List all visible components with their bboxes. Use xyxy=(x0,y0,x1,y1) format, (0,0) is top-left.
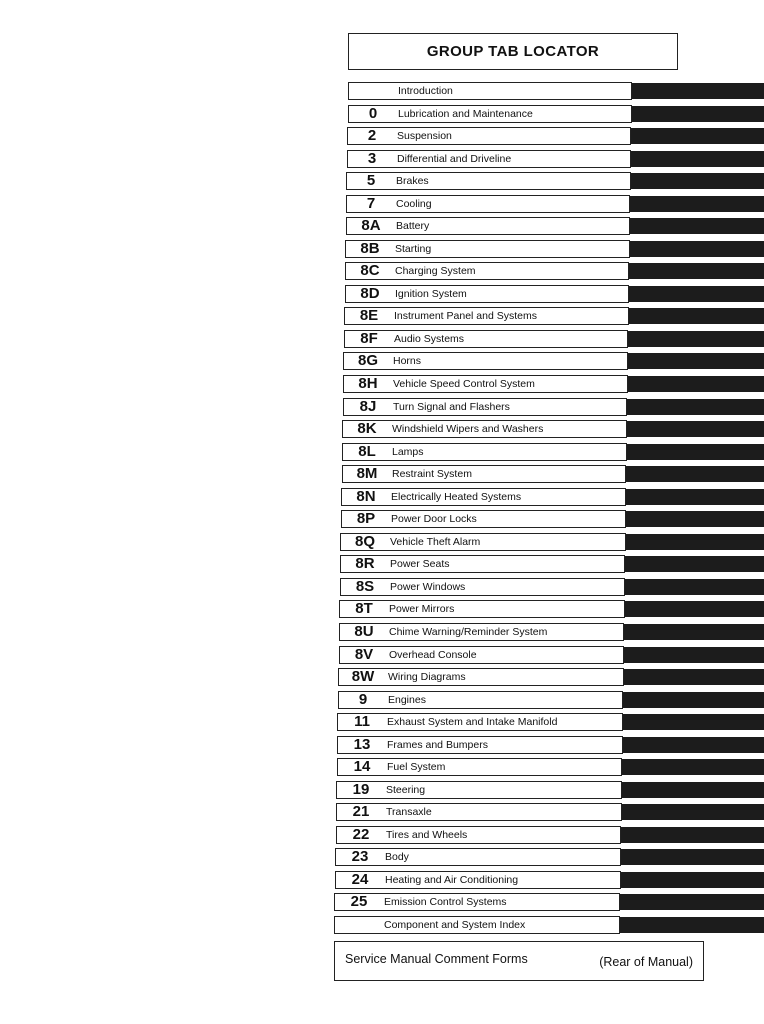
group-title: Suspension xyxy=(397,130,452,142)
group-title: Ignition System xyxy=(395,288,467,300)
tab-row xyxy=(342,443,764,461)
black-tab-marker xyxy=(627,399,764,415)
tab-row xyxy=(344,330,764,348)
tab-row xyxy=(343,398,764,416)
black-tab-marker xyxy=(629,286,764,302)
group-title: Tires and Wheels xyxy=(386,829,468,841)
group-number: 23 xyxy=(351,848,369,865)
tab-row xyxy=(342,465,764,483)
tab-row xyxy=(337,758,764,776)
black-tab-marker xyxy=(622,804,764,820)
group-number: 9 xyxy=(358,691,368,708)
group-title: Body xyxy=(385,851,409,863)
tab-row xyxy=(337,736,764,754)
group-title: Differential and Driveline xyxy=(397,153,512,165)
tab-row xyxy=(334,893,764,911)
black-tab-marker xyxy=(625,556,764,572)
group-number: 25 xyxy=(350,893,368,910)
group-number: 8C xyxy=(360,262,380,279)
black-tab-marker xyxy=(626,511,764,527)
tab-row xyxy=(346,172,764,190)
group-title: Turn Signal and Flashers xyxy=(393,401,510,413)
black-tab-marker xyxy=(626,534,764,550)
group-title: Vehicle Theft Alarm xyxy=(390,536,481,548)
group-number: 2 xyxy=(367,127,377,144)
tab-row xyxy=(339,600,764,618)
group-number: 11 xyxy=(354,713,370,730)
black-tab-marker xyxy=(630,196,764,212)
black-tab-marker xyxy=(620,917,764,933)
black-tab-marker xyxy=(622,782,764,798)
group-number: 8V xyxy=(354,646,374,663)
black-tab-marker xyxy=(623,737,764,753)
group-number: 8G xyxy=(357,352,378,369)
black-tab-marker xyxy=(626,466,764,482)
group-title: Horns xyxy=(393,355,422,367)
black-tab-marker xyxy=(623,692,764,708)
black-tab-marker xyxy=(621,827,764,843)
tab-row xyxy=(345,285,764,303)
group-title: Exhaust System and Intake Manifold xyxy=(387,716,558,728)
group-number: 7 xyxy=(366,195,376,212)
group-title: Chime Warning/Reminder System xyxy=(389,626,548,638)
tab-row xyxy=(340,555,764,573)
group-number: 8Q xyxy=(354,533,375,550)
tab-row xyxy=(348,105,764,123)
black-tab-marker xyxy=(624,624,764,640)
group-number: 8D xyxy=(360,285,380,302)
group-title: Instrument Panel and Systems xyxy=(394,310,537,322)
group-number: 8E xyxy=(359,307,379,324)
black-tab-marker xyxy=(626,489,764,505)
black-tab-marker xyxy=(632,106,764,122)
group-number: 22 xyxy=(352,826,370,843)
group-number: 8K xyxy=(357,420,377,437)
group-number: 0 xyxy=(368,105,378,122)
group-number: 21 xyxy=(352,803,370,820)
group-title: Lubrication and Maintenance xyxy=(398,108,533,120)
group-number: 5 xyxy=(366,172,376,189)
black-tab-marker xyxy=(630,218,764,234)
comment-forms-box xyxy=(334,941,704,981)
tab-row xyxy=(339,623,764,641)
tab-row xyxy=(348,82,764,100)
tab-row xyxy=(346,195,764,213)
black-tab-marker xyxy=(625,601,764,617)
tab-row xyxy=(342,420,764,438)
comment-forms-label: Service Manual Comment Forms xyxy=(345,952,528,966)
black-tab-marker xyxy=(622,759,764,775)
group-number: 8B xyxy=(360,240,380,257)
group-number: 8L xyxy=(358,443,376,460)
black-tab-marker xyxy=(631,173,764,189)
group-title: Introduction xyxy=(398,85,453,97)
black-tab-marker xyxy=(620,894,764,910)
tab-row xyxy=(335,871,764,889)
black-tab-marker xyxy=(631,151,764,167)
black-tab-marker xyxy=(629,308,764,324)
group-number: 8U xyxy=(354,623,374,640)
group-number: 3 xyxy=(367,150,377,167)
group-number: 8P xyxy=(356,510,376,527)
tab-row xyxy=(345,262,764,280)
group-title: Steering xyxy=(386,784,426,796)
group-title: Windshield Wipers and Washers xyxy=(392,423,544,435)
black-tab-marker xyxy=(627,444,764,460)
black-tab-marker xyxy=(630,241,764,257)
tab-row xyxy=(336,803,764,821)
group-title: Starting xyxy=(395,243,432,255)
group-title: Cooling xyxy=(396,198,432,210)
tab-row xyxy=(339,646,764,664)
group-number: 8J xyxy=(359,398,377,415)
tab-row-box xyxy=(348,82,632,100)
tab-row xyxy=(344,307,764,325)
group-number: 8F xyxy=(360,330,378,347)
group-title: Component and System Index xyxy=(384,919,526,931)
group-number: 13 xyxy=(353,736,371,753)
tab-row xyxy=(336,781,764,799)
tab-row xyxy=(346,217,764,235)
group-title: Power Windows xyxy=(390,581,466,593)
tab-row xyxy=(335,848,764,866)
black-tab-marker xyxy=(625,579,764,595)
group-number: 24 xyxy=(351,871,369,888)
group-number: 8S xyxy=(355,578,375,595)
group-title: Restraint System xyxy=(392,468,472,480)
black-tab-marker xyxy=(628,331,764,347)
group-title: Fuel System xyxy=(387,761,446,773)
tab-row xyxy=(347,127,764,145)
black-tab-marker xyxy=(631,128,764,144)
black-tab-marker xyxy=(623,714,764,730)
tab-row xyxy=(343,375,764,393)
tab-row xyxy=(340,578,764,596)
group-title: Electrically Heated Systems xyxy=(391,491,522,503)
group-title: Power Door Locks xyxy=(391,513,477,525)
group-title: Battery xyxy=(396,220,430,232)
group-title: Heating and Air Conditioning xyxy=(385,874,519,886)
group-title: Vehicle Speed Control System xyxy=(393,378,535,390)
black-tab-marker xyxy=(628,353,764,369)
rear-of-manual-label: (Rear of Manual) xyxy=(599,955,693,969)
tab-row xyxy=(347,150,764,168)
tab-row xyxy=(341,510,764,528)
black-tab-marker xyxy=(627,421,764,437)
group-title: Emission Control Systems xyxy=(384,896,507,908)
tab-row xyxy=(334,916,764,934)
group-number: 8R xyxy=(355,555,375,572)
group-title: Brakes xyxy=(396,175,429,187)
tab-row xyxy=(337,713,764,731)
group-number: 8W xyxy=(351,668,375,685)
tab-row xyxy=(338,691,764,709)
group-number: 8A xyxy=(361,217,381,234)
tab-row xyxy=(340,533,764,551)
group-number: 8T xyxy=(355,600,373,617)
black-tab-marker xyxy=(628,376,764,392)
tab-row xyxy=(343,352,764,370)
group-number: 14 xyxy=(353,758,371,775)
group-number: 19 xyxy=(352,781,370,798)
group-number: 8H xyxy=(358,375,378,392)
group-title: Transaxle xyxy=(386,806,432,818)
tab-row xyxy=(338,668,764,686)
group-title: Audio Systems xyxy=(394,333,465,345)
black-tab-marker xyxy=(624,647,764,663)
group-number: 8N xyxy=(356,488,376,505)
black-tab-marker xyxy=(621,849,764,865)
group-title: Engines xyxy=(388,694,426,706)
tab-row xyxy=(336,826,764,844)
group-title: Power Mirrors xyxy=(389,603,455,615)
group-title: Charging System xyxy=(395,265,476,277)
black-tab-marker xyxy=(624,669,764,685)
black-tab-marker xyxy=(621,872,764,888)
tab-row xyxy=(345,240,764,258)
group-title: Overhead Console xyxy=(389,649,477,661)
page-title: GROUP TAB LOCATOR xyxy=(426,43,600,60)
tab-row xyxy=(341,488,764,506)
group-title: Wiring Diagrams xyxy=(388,671,466,683)
group-title: Power Seats xyxy=(390,558,450,570)
black-tab-marker xyxy=(632,83,764,99)
black-tab-marker xyxy=(629,263,764,279)
group-number: 8M xyxy=(356,465,378,482)
group-title: Lamps xyxy=(392,446,424,458)
group-title: Frames and Bumpers xyxy=(387,739,488,751)
